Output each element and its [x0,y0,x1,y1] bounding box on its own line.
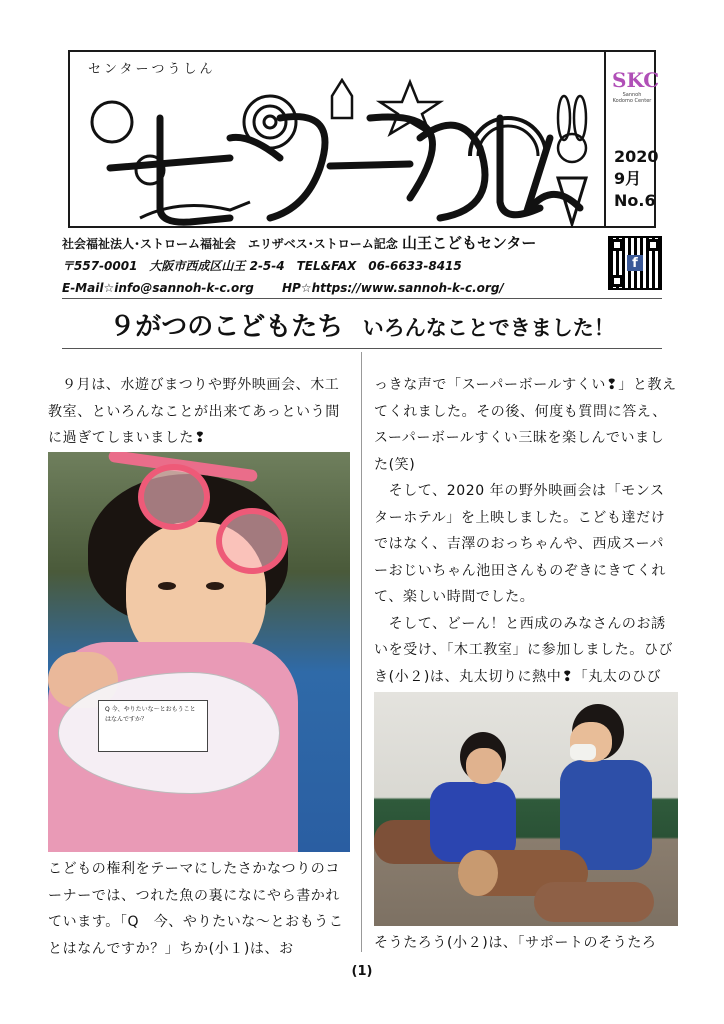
facebook-icon: f [627,255,643,271]
issue-month: 9月 [614,169,642,188]
qr-corner [647,239,659,251]
skc-logo [612,68,660,124]
photo-goggle-lens [216,508,288,574]
headline-rule-top [62,298,662,299]
page-number: (1) [351,964,373,979]
column-divider [361,352,362,952]
logo-name: Sannoh Kodomo Center [612,92,652,104]
article-right-p2: そして、2020 年の野外映画会は「モンスターホテル」を上映しました。こども達だけではなく、吉澤のおっちゃんや、西成スーパーおじいちゃん池田さんものぞきにきてくれて、楽しい時間でした。 [374,483,666,605]
center-name: 山王こどもセンター [401,234,537,252]
contact-line [62,277,536,299]
photo-log [534,882,654,922]
postal-line: 〒557-0001 大阪市西成区山王 2-5-4 TEL&FAX 06-6633-8415 [62,259,462,273]
photo-boys-sawing-log [374,692,678,926]
issue-year: 2020 [614,147,659,166]
email-link[interactable]: E-Mail☆info@sannoh-k-c.org [62,281,254,295]
article-right-p3: そして、どーん！と西成のみなさんのお誘いを受け、「木工教室」に参加しました。ひびき(小２)は、丸太切りに熱中❢「丸太のひび [374,615,674,685]
photo-log-end [458,850,498,896]
masthead-subtitle: センターつうしん [88,62,216,77]
article-left-bottom: こどもの権利をテーマにしたさかなつりのコーナーでは、つれた魚の裏になにやら書かれています。「Q 今、やりたいな〜とおもうことはなんですか？」ちか(小１)は、お [48,861,344,957]
headline-rule-bottom [62,348,662,349]
qr-corner [611,275,623,287]
article-right-tail: そうたろう(小２)は、「サポートのそうたろ [374,935,657,951]
photo-girl-eye [158,582,176,590]
address-block [62,232,536,299]
photo-boy1-face [466,748,502,784]
photo-girl-fishing-game [48,452,350,852]
headline [0,306,724,343]
qr-corner [611,239,623,251]
headline-main: ９がつのこどもたち [109,312,344,342]
headline-sub: いろんなことできました！ [362,316,615,340]
article-right-p1: っきな声で「スーパーボールすくい❢」と教えてくれました。その後、何度も質問に答え、スーパーボールすくい三昧を楽しんでいました(笑) [374,377,677,473]
photo-face-mask [570,744,596,760]
org-line [62,232,536,255]
logo-letters: SKC [612,68,660,92]
qr-code-icon[interactable] [608,236,662,290]
masthead-illustration [80,78,600,228]
article-right-column [374,372,678,717]
masthead-divider [604,52,606,228]
masthead-title-lettering-icon [80,78,600,228]
photo-girl-eye [206,582,224,590]
photo-goggle-lens [138,464,210,530]
article-intro: ９月は、水遊びまつりや野外映画会、木工教室、といろんなことが出来てあっという間に過ぎてしまいました❢ [48,377,340,446]
issue-info [614,146,659,212]
masthead [68,50,660,228]
homepage-link[interactable]: HP☆https://www.sannoh-k-c.org/ [282,281,504,295]
issue-number: No.6 [614,191,656,210]
org-name: 社会福祉法人･ストローム福祉会 エリザベス･ストローム記念 [62,237,398,251]
photo-question-card: Q 今、やりたいな〜とおもうことはなんですか？ [98,700,208,752]
